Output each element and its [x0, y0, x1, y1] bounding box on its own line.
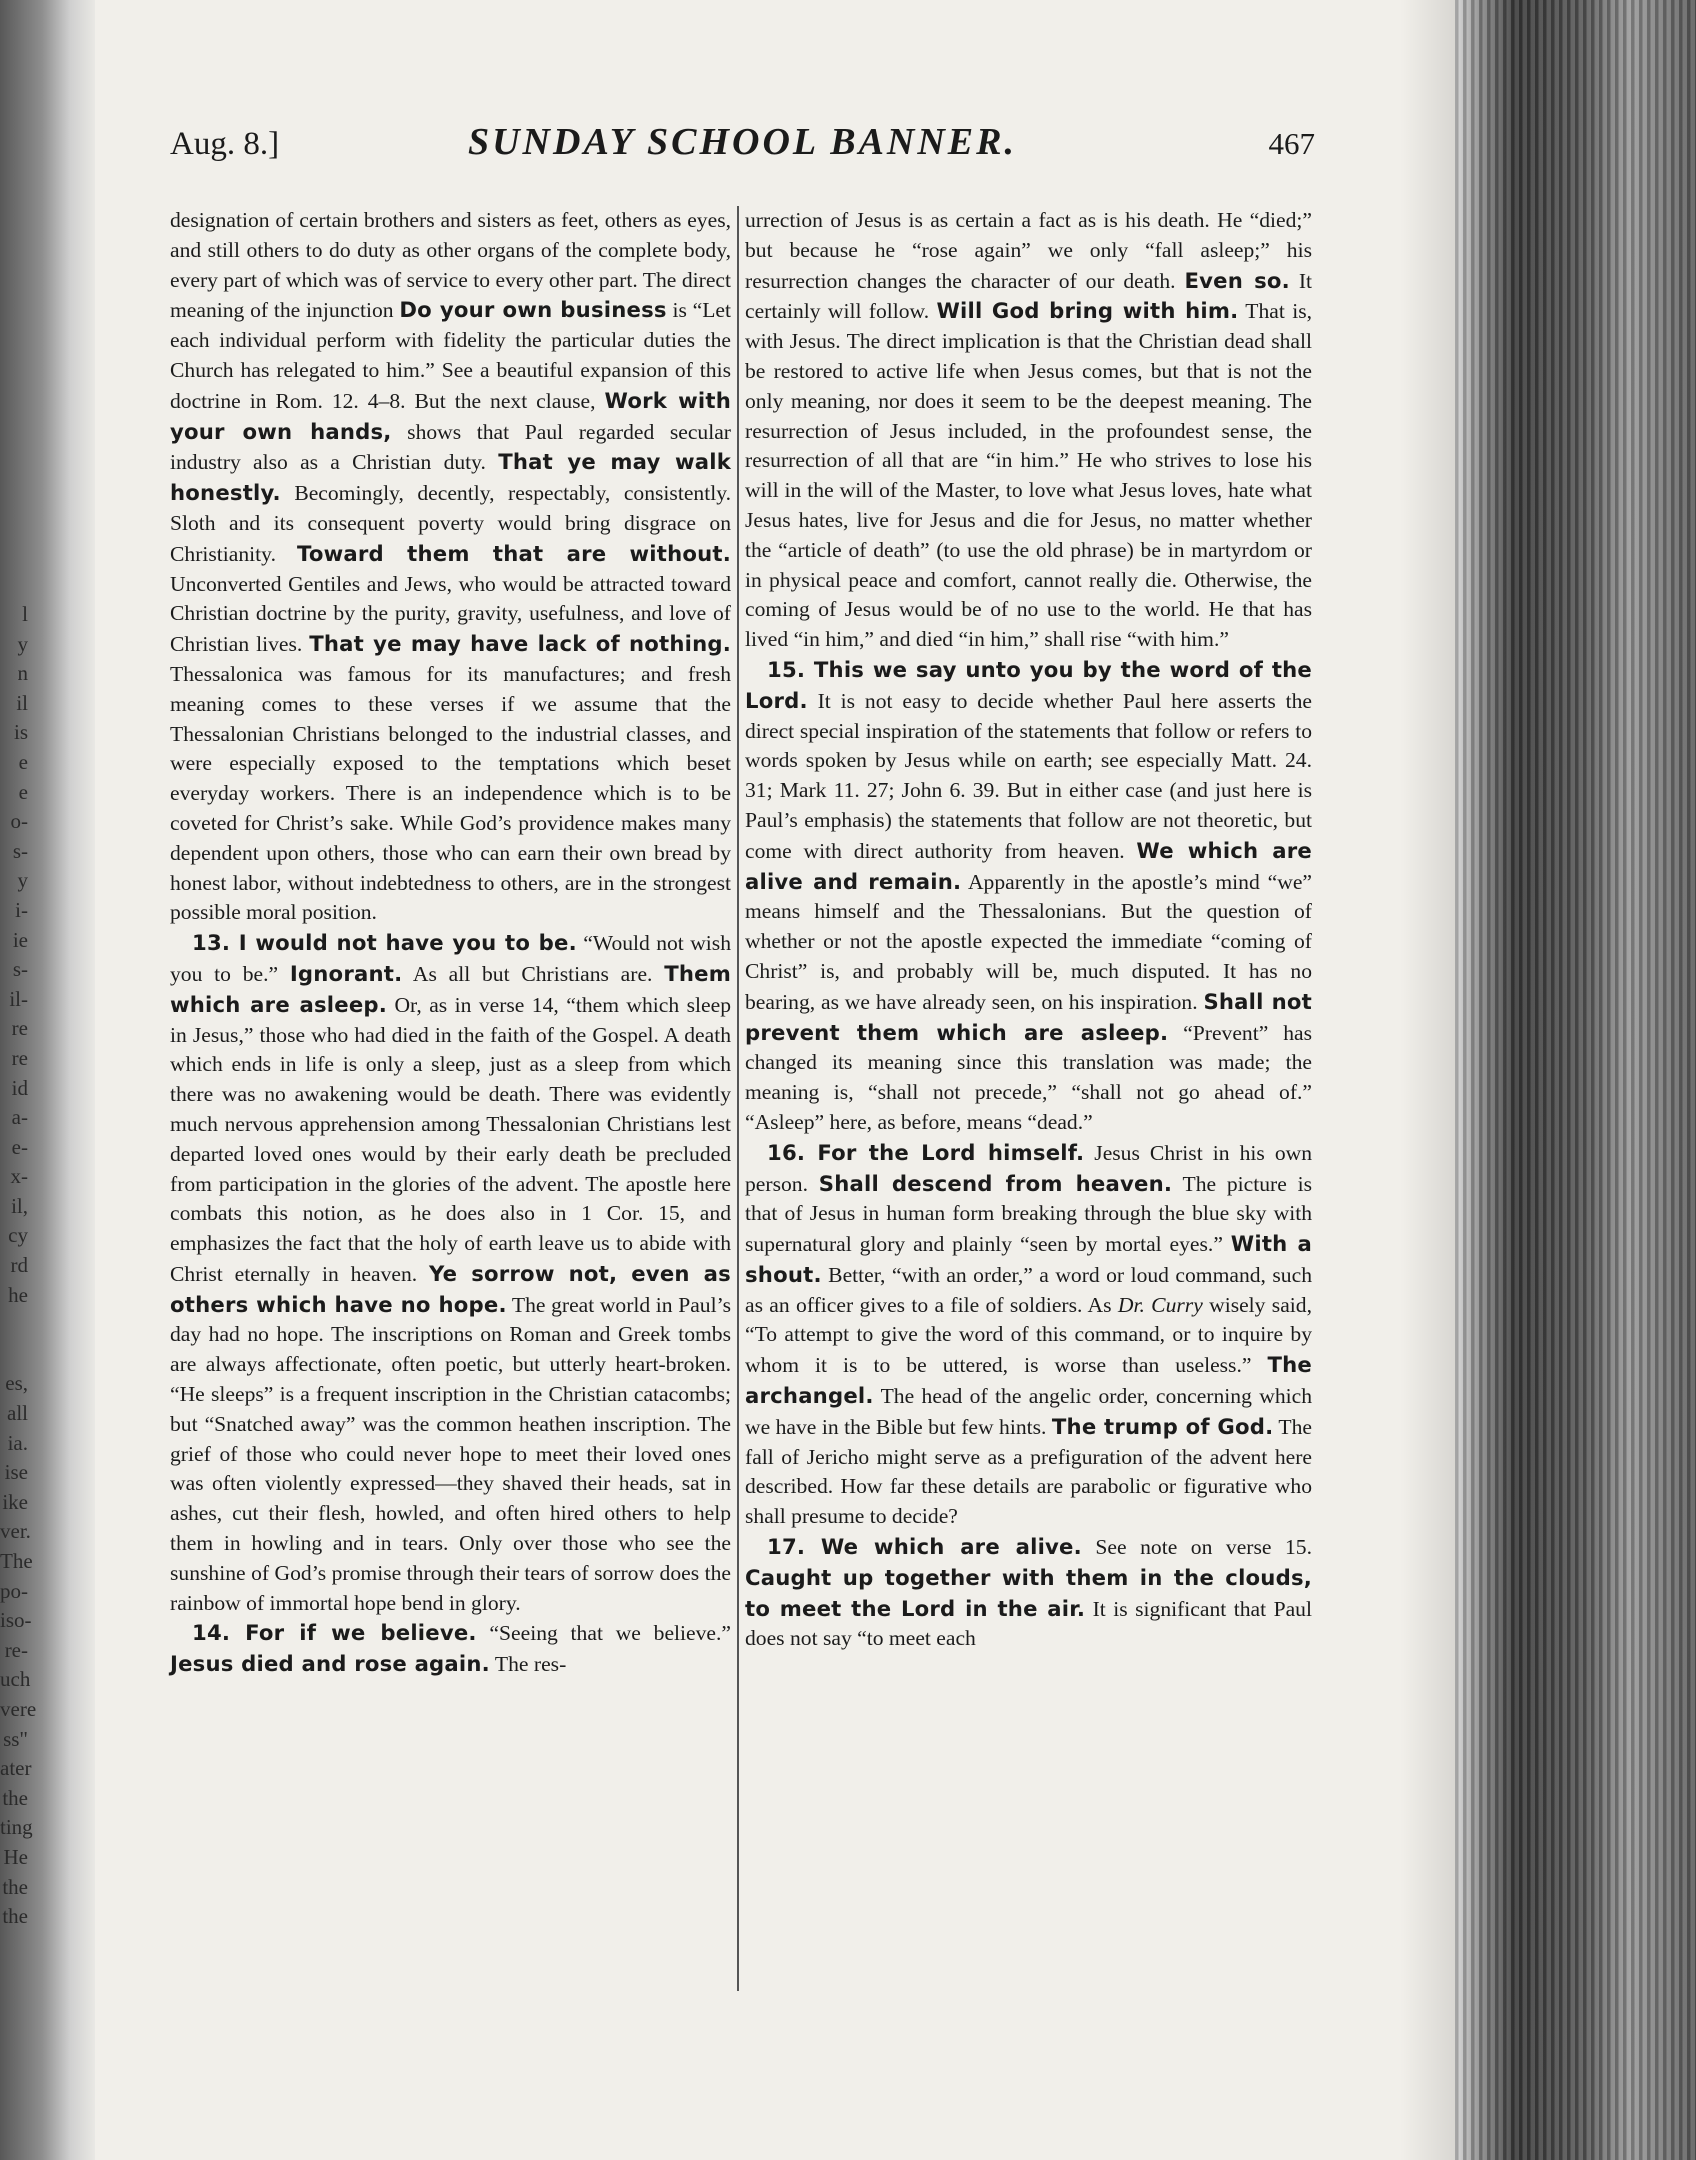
edge-fragment: re — [11, 1045, 28, 1070]
page-shadow — [1400, 0, 1455, 2160]
body-text: The res- — [489, 1652, 567, 1677]
body-text: The head of the angelic order, concerning which we have in the Bible but few hints. — [745, 1384, 1312, 1439]
edge-fragment: o- — [10, 809, 28, 834]
body-text: “Seeing that we believe.” — [476, 1621, 731, 1646]
body-text: The picture is that of Jesus in human form breaking through the blue sky with supernatural glory and plainly “seen by mortal eyes.” — [745, 1171, 1313, 1257]
body-text: is “Let each individual perform with fidelity the particular duties the Church has relegated to him.” See a beautiful expansion of this doctrine in Rom. 12. 4–8. But the next clause, — [170, 298, 732, 413]
edge-fragment: l — [22, 602, 28, 626]
page-number: 467 — [1268, 126, 1315, 161]
previous-page-edge-text — [0, 600, 37, 1932]
book-fore-edge — [1455, 0, 1696, 2160]
body-text: As all but Christians are. — [402, 961, 665, 986]
edge-fragment: re- — [4, 1637, 28, 1662]
bold-lemma: Shall descend from heaven. — [818, 1170, 1173, 1196]
paragraph — [170, 206, 731, 928]
left-column — [170, 206, 731, 2006]
body-text: wisely said, “To attempt to give the word of this command, or to inquire by whom it is to be uttered, is worse than useless.” — [745, 1292, 1312, 1378]
paragraph — [170, 1618, 731, 1680]
body-text: Or, as in verse 14, “them which sleep in Jesus,” those who had died in the faith of the Gospel. A death which ends in life is only a sleep, just as a sleep from which there was no awakening would be death. There was evidently much nervous apprehension among Thessalonian Christians lest departed loved ones would by their early death be precluded from participation in the glories of the advent. The apostle here combats this notion, as he does also in 1 Cor. 15, and emphasizes the fact that the holy of earth leave us to abide with Christ eternally in heaven. — [170, 992, 731, 1286]
bold-lemma: That ye may have lack of nothing. — [309, 631, 732, 657]
edge-fragment: he — [8, 1282, 28, 1307]
edge-fragment: ver. — [0, 1519, 31, 1544]
edge-fragment: the — [2, 1785, 28, 1810]
edge-fragment: ie — [12, 927, 28, 952]
edge-fragment: ater — [0, 1756, 32, 1781]
body-text: Unconverted Gentiles and Jews, who would be attracted toward Christian doctrine by the purity, gravity, usefulness, and love of Christian lives. — [170, 571, 731, 657]
edge-fragment: The — [0, 1549, 33, 1573]
body-text: shows that Paul regarded secular industry also as a Christian duty. — [170, 419, 731, 475]
bold-lemma: Even so. — [1184, 267, 1290, 293]
bold-lemma: Caught up together with them in the clouds, to meet the Lord in the air. — [745, 1564, 1312, 1621]
edge-fragment: il, — [11, 1193, 28, 1218]
bold-lemma: We which are alive and remain. — [745, 837, 1312, 894]
bold-lemma: Work with your own hands, — [170, 387, 731, 444]
edge-fragment: n — [17, 661, 28, 686]
column-divider — [737, 206, 739, 1991]
edge-fragment: all — [7, 1401, 28, 1426]
bold-lemma: 15. This we say unto you by the word of the Lord. — [745, 656, 1312, 713]
edge-fragment: y — [17, 868, 28, 893]
bold-lemma: With a shout. — [745, 1231, 1312, 1287]
body-text: Thessalonica was famous for its manufactures; and fresh meaning comes to these verses if we assume that the Thessalonian Christians belonged to the industrial classes, and were especially exposed to the temptations which beset everyday workers. There is an independence which is to be coveted for Christ’s sake. While God’s providence makes many dependent upon others, those who can earn their own bread by honest labor, without indebtedness to others, are in the strongest possible moral position. — [170, 661, 731, 925]
body-text: The fall of Jericho might serve as a prefiguration of the advent here described. How far these details are parabolic or figurative who shall presume to decide? — [745, 1414, 1312, 1529]
body-text: Becomingly, decently, respectably, consistently. Sloth and its consequent poverty would bring disgrace on Christianity. — [170, 481, 731, 566]
body-text: urrection of Jesus is as certain a fact as is his death. He “died;” but because he “rose again” we only “fall asleep;” his resurrection changes the character of our death. — [745, 208, 1312, 293]
bold-lemma: Jesus died and rose again. — [170, 1651, 490, 1677]
edge-fragment: re — [11, 1016, 28, 1041]
body-text: Apparently in the apostle’s mind “we” means himself and the Thessalonians. But the question of whether or not the apostle expected the immediate “coming of Christ” is, and probably will be, much disputed. It has no bearing, as we have already seen, on his inspiration. — [745, 869, 1312, 1014]
bold-lemma: The archangel. — [745, 1352, 1312, 1409]
edge-fragment: e — [18, 749, 28, 774]
edge-fragment: i- — [15, 897, 28, 922]
body-text: Jesus Christ in his own person. — [745, 1140, 1313, 1196]
header-date: Aug. 8.] — [170, 126, 280, 162]
edge-fragment: id — [11, 1075, 28, 1100]
bold-lemma: The trump of God. — [1051, 1413, 1274, 1439]
edge-fragment: il- — [9, 986, 28, 1011]
body-text: It is significant that Paul does not say “to meet each — [745, 1596, 1312, 1651]
edge-fragment: s- — [12, 838, 28, 863]
body-text: Better, “with an order,” a word or loud command, such as an officer gives to a file of soldiers. As — [745, 1262, 1312, 1317]
right-column — [745, 206, 1312, 2006]
edge-fragment: ss" — [3, 1726, 28, 1751]
edge-fragment: rd — [10, 1253, 28, 1278]
body-text: The great world in Paul’s day had no hope. The inscriptions on Roman and Greek tombs are always affectionate, often poetic, but utterly heart-broken. “He sleeps” is a frequent inscription in the Christian catacombs; but “Snatched away” was the common heathen inscription. The grief of those who could never hope to meet their loved ones was often violently expressed—they shaved their heads, sat in ashes, cut their flesh, howled, and often hired others to help them in howling and in tears. Only over those who see the sunshine of God’s promise through their tears of sorrow does the rainbow of immortal hope bend in glory. — [170, 1292, 731, 1615]
bold-lemma: Shall not prevent them which are asleep. — [745, 988, 1312, 1045]
body-text: designation of certain brothers and sisters as feet, others as eyes, and still others to do duty as other organs of the complete body, every part of which was of service to every other part. The direct meaning of the injunction — [170, 208, 731, 323]
bold-lemma: That ye may walk honestly. — [170, 449, 731, 506]
edge-fragment: ia. — [7, 1430, 28, 1455]
bold-lemma: 16. For the Lord himself. — [767, 1139, 1085, 1165]
body-text: That is, with Jesus. The direct implication is that the Christian dead shall be restored to active life when Jesus comes, but that is not the only meaning, nor does it seem to be the deepest meaning. The resurrection of Jesus included, in the profoundest sense, the resurrection of all that are “in him.” He who strives to lose his will in the will of the Master, to love what Jesus loves, hate what Jesus hates, live for Jesus and die for Jesus, no matter whether the “article of death” (to use the old phrase) be in martyrdom or in physical peace and comfort, cannot really die. Otherwise, the coming of Jesus would be of no use to the world. He that has lived “in him,” and died “in him,” shall rise “with him.” — [745, 299, 1312, 652]
edge-fragment: vere — [0, 1696, 37, 1721]
edge-fragment: the — [2, 1874, 28, 1899]
bold-lemma: Will God bring with him. — [936, 298, 1239, 324]
bold-lemma: Ignorant. — [289, 960, 403, 986]
header-title: SUNDAY SCHOOL BANNER. — [467, 121, 1017, 163]
paragraph — [745, 1138, 1312, 1532]
italic-text: Dr. Curry — [1117, 1292, 1203, 1317]
paragraph — [745, 1532, 1312, 1654]
edge-fragment: y — [17, 631, 28, 656]
edge-fragment — [0, 1310, 28, 1340]
paragraph — [170, 928, 731, 1618]
edge-fragment: il — [16, 690, 28, 715]
bold-lemma: Toward them that are without. — [297, 540, 731, 566]
edge-fragment — [0, 1340, 28, 1370]
edge-fragment: the — [2, 1904, 28, 1929]
edge-fragment: uch — [0, 1667, 31, 1692]
edge-fragment: e- — [11, 1134, 28, 1159]
edge-fragment: ting — [0, 1815, 33, 1840]
bold-lemma: 13. I would not have you to be. — [192, 930, 577, 956]
edge-fragment: e — [18, 779, 28, 804]
body-text: See note on verse 15. — [1081, 1535, 1313, 1560]
edge-fragment: cy — [8, 1223, 28, 1248]
edge-fragment: es, — [5, 1371, 28, 1396]
body-text: It certainly will follow. — [745, 268, 1313, 324]
bold-lemma: Ye sorrow not, even as others which have no hope. — [170, 1260, 731, 1317]
edge-fragment: He — [3, 1844, 28, 1869]
body-text: It is not easy to decide whether Paul here asserts the direct special inspiration of the statements that follow or refers to words spoken by Jesus while on earth; see especially Matt. 24. 31; Mark 11. 27; John 6. 39. But in either case (and just here is Paul’s emphasis) the statements that follow are not theoretic, but come with direct authority from heaven. — [745, 688, 1312, 863]
edge-fragment: s- — [12, 957, 28, 982]
edge-fragment: po- — [0, 1578, 28, 1603]
edge-fragment: ise — [4, 1460, 28, 1485]
edge-fragment: ike — [2, 1489, 28, 1514]
bold-lemma: Do your own business — [399, 297, 667, 323]
running-header — [170, 118, 1315, 178]
bold-lemma: Them which are asleep. — [170, 960, 731, 1017]
bold-lemma: 17. We which are alive. — [767, 1534, 1082, 1560]
edge-fragment: is — [13, 720, 28, 745]
paragraph — [745, 206, 1312, 655]
body-text: “Would not wish you to be.” — [170, 931, 731, 986]
paragraph — [745, 655, 1312, 1138]
edge-fragment: x- — [10, 1164, 28, 1189]
edge-fragment: iso- — [0, 1608, 32, 1633]
edge-fragment: a- — [11, 1105, 28, 1130]
body-text: “Prevent” has changed its meaning since this translation was made; the meaning is, “shall not precede,” “shall not go ahead of.” “Asleep” here, as before, means “dead.” — [745, 1020, 1312, 1134]
bold-lemma: 14. For if we believe. — [192, 1620, 477, 1646]
